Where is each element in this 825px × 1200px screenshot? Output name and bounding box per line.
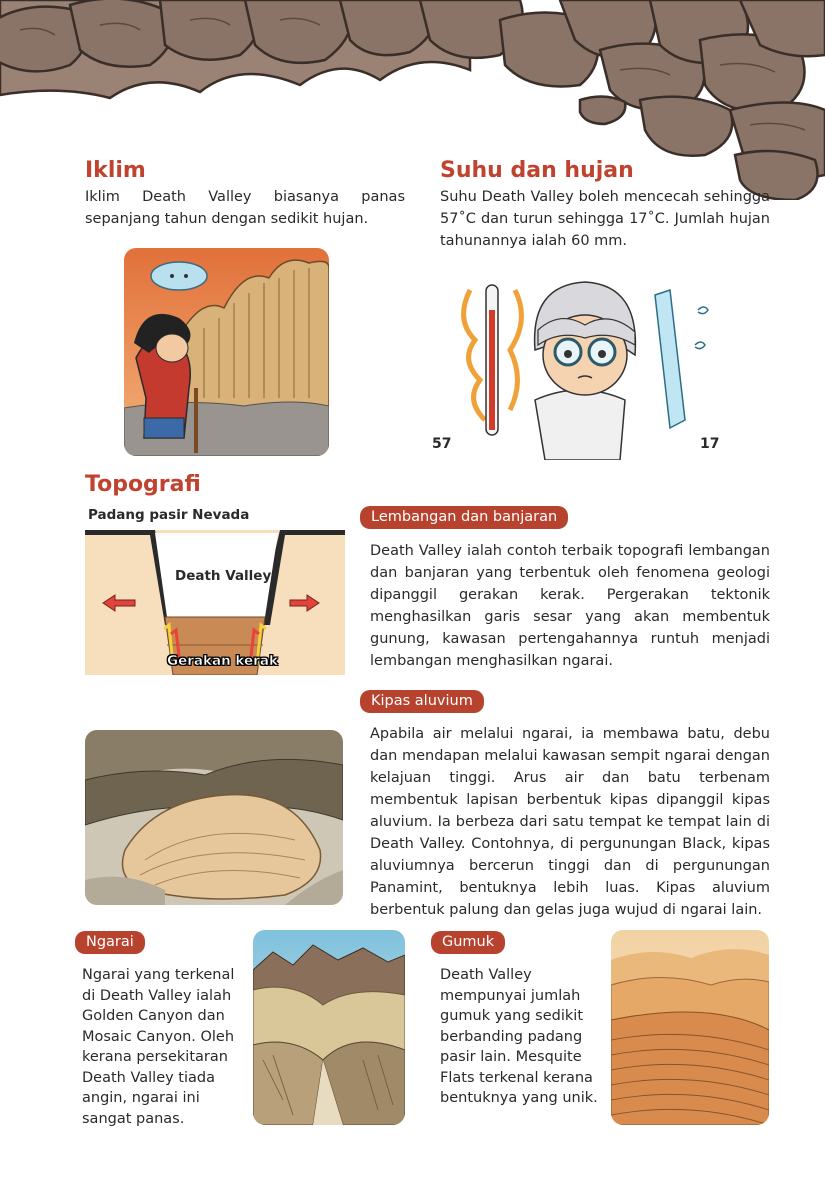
ngarai-illustration [253,930,405,1125]
iklim-illustration [124,248,329,456]
suhu-illustration [430,270,730,460]
diagram-top-label: Padang pasir Nevada [88,507,250,523]
ngarai-text: Ngarai yang terkenal di Death Valley ialah Golden Canyon dan Mosaic Canyon. Oleh kerana persekitaran Death Valley tiada angin, ngarai ini sangat panas. [82,967,235,1127]
suhu-title: Suhu dan hujan [440,158,634,183]
iklim-title: Iklim [85,158,146,183]
kipas-illustration [85,730,343,905]
gumuk-tag: Gumuk [431,931,505,954]
diagram-bottom-label: Gerakan kerak [167,653,278,669]
diagram-valley-label: Death Valley [175,568,272,584]
suhu-text: Suhu Death Valley boleh mencecah sehingga 57˚C dan turun sehingga 17˚C. Jumlah hujan tahunannya ialah 60 mm. [440,189,770,249]
topografi-diagram [85,505,345,675]
gumuk-illustration [611,930,769,1125]
cold-temp-label: 17 [700,436,720,452]
lembangan-text: Death Valley ialah contoh terbaik topografi lembangan dan banjaran yang terbentuk oleh fenomena geologi dipanggil gerakan kerak. Pergerakan tektonik menghasilkan garis sesar yang akan membentuk gunung, kawasan pertengahannya runtuh menjadi lembangan menghasilkan ngarai. [370,543,770,669]
gumuk-text: Death Valley mempunyai jumlah gumuk yang sedikit berbanding padang pasir lain. Mesquite Flats terkenal kerana bentuknya yang unik. [440,967,598,1106]
ngarai-tag: Ngarai [75,931,145,954]
kipas-tag: Kipas aluvium [360,690,484,713]
hot-temp-label: 57 [432,436,452,452]
lembangan-tag: Lembangan dan banjaran [360,506,568,529]
iklim-text: Iklim Death Valley biasanya panas sepanjang tahun dengan sedikit hujan. [85,189,405,227]
kipas-text: Apabila air melalui ngarai, ia membawa batu, debu dan mendapan melalui kawasan sempit ngarai dengan kelajuan tinggi. Arus air dan batu terbenam membentuk lapisan berbentuk kipas dipanggil kipas aluvium. Ia berbeza dari satu tempat ke tempat lain di Death Valley. Contohnya, di pergunungan Black, kipas aluviumnya bercerun tinggi dan di pergunungan Panamint, bentuknya lebih luas. Kipas aluvium berbentuk palung dan gelas juga wujud di ngarai lain. [370,726,770,918]
topografi-title: Topografi [85,472,201,497]
